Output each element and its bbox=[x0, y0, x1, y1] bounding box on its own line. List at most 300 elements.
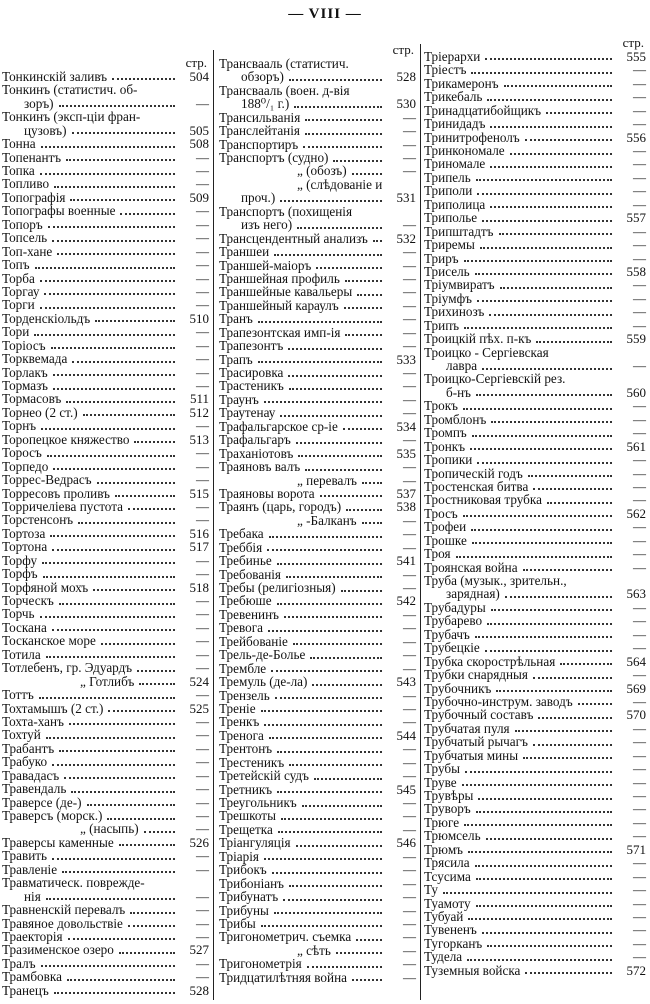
index-entry bbox=[219, 581, 416, 594]
index-entry bbox=[2, 540, 209, 553]
dot-leader bbox=[475, 636, 612, 638]
dot-leader bbox=[289, 79, 382, 81]
page-number: — bbox=[403, 338, 416, 354]
index-entry-line bbox=[219, 689, 416, 702]
dot-leader bbox=[39, 697, 175, 699]
index-entry-line bbox=[424, 332, 646, 345]
dot-leader bbox=[277, 751, 382, 753]
index-entry bbox=[424, 950, 646, 963]
index-entry-line bbox=[2, 769, 209, 782]
entry-title: Трубчатый рычагъ bbox=[424, 734, 528, 750]
entry-title: Тотлебенъ, гр. Эдуардъ bbox=[2, 660, 133, 676]
index-entry bbox=[219, 245, 416, 258]
index-entry-line bbox=[424, 547, 646, 560]
entry-title: Топливо bbox=[2, 176, 50, 192]
dot-leader bbox=[93, 589, 175, 591]
dot-leader bbox=[272, 872, 382, 874]
index-entry bbox=[219, 474, 416, 487]
index-entry bbox=[424, 601, 646, 614]
dot-leader bbox=[346, 509, 382, 511]
entry-title: Трасировка bbox=[219, 365, 284, 381]
dot-leader bbox=[305, 469, 382, 471]
page-number: — bbox=[633, 868, 646, 884]
index-entry bbox=[219, 111, 416, 124]
page-number: 544 bbox=[396, 727, 416, 743]
dot-leader bbox=[533, 677, 612, 679]
entry-title: Треббія bbox=[219, 539, 263, 555]
index-entry-line bbox=[2, 728, 209, 741]
index-entry bbox=[424, 923, 646, 936]
column-divider bbox=[213, 50, 214, 1000]
dot-leader bbox=[269, 737, 382, 739]
dot-leader bbox=[476, 878, 612, 880]
dot-leader bbox=[50, 535, 175, 537]
entry-title: Торнъ bbox=[2, 418, 37, 434]
index-entry bbox=[219, 487, 416, 500]
page-number: — bbox=[403, 862, 416, 878]
entry-title: Тортона bbox=[2, 539, 48, 555]
entry-title: Тріумфъ bbox=[424, 290, 472, 306]
index-entry-line bbox=[219, 151, 416, 164]
page-number: — bbox=[403, 244, 416, 260]
index-entry-line bbox=[2, 285, 209, 298]
index-entry bbox=[2, 231, 209, 244]
index-entry-line bbox=[2, 903, 209, 916]
dot-leader bbox=[35, 267, 175, 269]
page-number: 538 bbox=[396, 499, 416, 515]
dot-leader bbox=[40, 307, 175, 309]
entry-title: 188⁰/₁ г.) bbox=[241, 96, 290, 112]
index-entry-line bbox=[219, 742, 416, 755]
index-entry bbox=[2, 769, 209, 782]
index-entry-line bbox=[424, 749, 646, 762]
index-entry bbox=[219, 810, 416, 823]
index-entry-line bbox=[2, 298, 209, 311]
index-entry bbox=[219, 568, 416, 581]
page-number: — bbox=[633, 599, 646, 615]
index-entry-line bbox=[424, 399, 646, 412]
index-entry-line bbox=[2, 984, 209, 997]
index-entry bbox=[2, 298, 209, 311]
entry-title: Траутенау bbox=[219, 405, 276, 421]
index-entry-line bbox=[424, 856, 646, 869]
entry-title: Троицко-Сергіевскій рез. bbox=[424, 371, 566, 387]
dot-leader bbox=[277, 791, 382, 793]
page-number: — bbox=[403, 512, 416, 528]
entry-title: Трастеникъ bbox=[219, 378, 284, 394]
index-entry bbox=[219, 259, 416, 272]
index-entry bbox=[424, 426, 646, 439]
index-entry bbox=[219, 380, 416, 393]
dot-leader bbox=[40, 173, 175, 175]
entry-title: Тринитрофенолъ bbox=[424, 129, 520, 145]
page-number: — bbox=[633, 855, 646, 871]
dot-leader bbox=[525, 139, 612, 141]
dot-leader bbox=[499, 233, 613, 235]
dot-leader bbox=[472, 435, 612, 437]
entry-title: Трубецкіе bbox=[424, 640, 480, 656]
entry-title: Трибуны bbox=[219, 902, 269, 918]
entry-title: Трафальгаръ bbox=[219, 432, 291, 448]
index-entry-line bbox=[424, 346, 646, 359]
dot-leader bbox=[52, 629, 175, 631]
entry-title: Троянская война bbox=[424, 559, 518, 575]
dot-leader bbox=[41, 146, 175, 148]
entry-title: Топенантъ bbox=[2, 149, 62, 165]
index-entry-line bbox=[2, 688, 209, 701]
index-entry-line bbox=[424, 964, 646, 977]
index-entry bbox=[2, 608, 209, 621]
page-number: 534 bbox=[396, 418, 416, 434]
dot-leader bbox=[258, 361, 382, 363]
index-entry bbox=[219, 662, 416, 675]
entry-title: Тревога bbox=[219, 620, 263, 636]
index-entry-line bbox=[2, 554, 209, 567]
entry-title: Тохтуй bbox=[2, 727, 41, 743]
index-entry-line bbox=[424, 722, 646, 735]
index-entry bbox=[424, 762, 646, 775]
page-number: 541 bbox=[396, 553, 416, 569]
entry-title: Трибы bbox=[219, 915, 256, 931]
entry-title: Трубчатыя мины bbox=[424, 747, 519, 763]
entry-title: Труве bbox=[424, 774, 457, 790]
page-number: 533 bbox=[396, 351, 416, 367]
entry-title: Трубочный составъ bbox=[424, 707, 534, 723]
dot-leader bbox=[264, 858, 382, 860]
dot-leader bbox=[343, 428, 382, 430]
dot-leader bbox=[57, 253, 175, 255]
entry-title: зарядная) bbox=[446, 586, 500, 602]
index-entry bbox=[219, 863, 416, 876]
index-entry-line bbox=[424, 359, 646, 372]
index-entry bbox=[424, 789, 646, 802]
entry-title: Топ-хане bbox=[2, 243, 53, 259]
page-number: — bbox=[633, 89, 646, 105]
entry-title: лавра bbox=[446, 358, 478, 374]
index-entry bbox=[2, 742, 209, 755]
index-entry-line bbox=[424, 252, 646, 265]
page-number: — bbox=[403, 620, 416, 636]
index-entry-line bbox=[2, 339, 209, 352]
index-entry-line bbox=[424, 467, 646, 480]
index-entry bbox=[424, 90, 646, 103]
page-number: — bbox=[403, 687, 416, 703]
index-entry-line bbox=[424, 614, 646, 627]
dot-leader bbox=[66, 401, 175, 403]
index-entry bbox=[424, 561, 646, 574]
index-entry bbox=[219, 514, 416, 527]
dot-leader bbox=[137, 670, 175, 672]
page-number: — bbox=[196, 95, 209, 111]
page-number: — bbox=[633, 465, 646, 481]
index-entry bbox=[219, 621, 416, 634]
page-number: 545 bbox=[396, 781, 416, 797]
index-entry-line bbox=[424, 104, 646, 117]
index-entry-line bbox=[424, 278, 646, 291]
index-entry-line bbox=[424, 628, 646, 641]
index-entry bbox=[424, 897, 646, 910]
entry-title: нія bbox=[24, 888, 41, 904]
index-entry bbox=[2, 621, 209, 634]
index-entry-line bbox=[424, 117, 646, 130]
dot-leader bbox=[101, 643, 175, 645]
index-entry-line bbox=[219, 420, 416, 433]
page-number: — bbox=[196, 445, 209, 461]
index-entry-line bbox=[219, 810, 416, 823]
page-number: — bbox=[633, 895, 646, 911]
index-entry bbox=[219, 877, 416, 890]
index-entry bbox=[424, 238, 646, 251]
page-number: — bbox=[633, 277, 646, 293]
dot-leader bbox=[286, 576, 382, 578]
entry-title: Тростниковая трубка bbox=[424, 492, 542, 508]
page-number: — bbox=[403, 795, 416, 811]
entry-title: Трафальгарское ср-іе bbox=[219, 418, 338, 434]
page-number: 530 bbox=[396, 96, 416, 112]
index-entry bbox=[2, 567, 209, 580]
index-entry bbox=[219, 890, 416, 903]
page-column-label: стр. bbox=[622, 35, 644, 50]
entry-title: Трещетка bbox=[219, 821, 273, 837]
index-entry bbox=[2, 957, 209, 970]
dot-leader bbox=[305, 133, 382, 135]
entry-title: „ сѣть bbox=[297, 942, 331, 958]
page-column-label: стр. bbox=[185, 55, 207, 70]
index-entry-line bbox=[2, 325, 209, 338]
dot-leader bbox=[528, 475, 612, 477]
page-number: 571 bbox=[626, 841, 646, 857]
page-number: 528 bbox=[189, 982, 209, 998]
dot-leader bbox=[482, 932, 612, 934]
index-entry-line bbox=[2, 957, 209, 970]
entry-title: „ -Балканъ bbox=[297, 512, 357, 528]
dot-leader bbox=[271, 670, 382, 672]
index-entry-line bbox=[424, 803, 646, 816]
entry-title: Трибокъ bbox=[219, 862, 267, 878]
entry-title: Тосканское море bbox=[2, 633, 96, 649]
index-entry-line bbox=[219, 380, 416, 393]
dot-leader bbox=[373, 240, 382, 242]
page-number: — bbox=[633, 640, 646, 656]
entry-title: Требованія bbox=[219, 566, 281, 582]
entry-title: Тринкономале bbox=[424, 143, 505, 159]
dot-leader bbox=[305, 119, 382, 121]
index-entry bbox=[424, 278, 646, 291]
page-number: — bbox=[403, 311, 416, 327]
page-number: — bbox=[196, 606, 209, 622]
entry-title: Транспортъ (похищенія bbox=[219, 203, 353, 219]
entry-title: Трубочно-инструм. заводъ bbox=[424, 693, 573, 709]
index-entry-line bbox=[424, 292, 646, 305]
page-number: — bbox=[633, 143, 646, 159]
entry-title: Трокъ bbox=[424, 398, 458, 414]
index-entry-line bbox=[424, 950, 646, 963]
entry-title: Торгау bbox=[2, 283, 40, 299]
index-entry-line bbox=[424, 641, 646, 654]
dot-leader bbox=[560, 663, 612, 665]
page-number: — bbox=[403, 700, 416, 716]
index-entry bbox=[2, 178, 209, 191]
index-entry-line bbox=[219, 111, 416, 124]
entry-title: Тригонометрич. съемка bbox=[219, 929, 352, 945]
dot-leader bbox=[294, 106, 382, 108]
index-entry bbox=[424, 211, 646, 224]
dot-leader bbox=[269, 536, 382, 538]
index-entry-line bbox=[2, 218, 209, 231]
index-entry bbox=[424, 305, 646, 318]
index-entry bbox=[219, 769, 416, 782]
entry-title: зоръ) bbox=[24, 95, 54, 111]
index-entry-line bbox=[219, 541, 416, 554]
dot-leader bbox=[261, 710, 382, 712]
index-entry-line bbox=[219, 648, 416, 661]
page-number: — bbox=[633, 559, 646, 575]
page-number: — bbox=[196, 633, 209, 649]
entry-title: Триполица bbox=[424, 196, 486, 212]
page-number: — bbox=[633, 801, 646, 817]
index-entry-line bbox=[219, 138, 416, 151]
index-entry bbox=[2, 715, 209, 728]
entry-title: цузовъ) bbox=[24, 122, 67, 138]
dot-leader bbox=[72, 361, 175, 363]
page-number: — bbox=[196, 848, 209, 864]
index-entry bbox=[424, 628, 646, 641]
index-entry bbox=[424, 440, 646, 453]
entry-title: Трейбованіе bbox=[219, 633, 288, 649]
index-entry bbox=[2, 796, 209, 809]
index-entry bbox=[424, 467, 646, 480]
page-number: 535 bbox=[396, 445, 416, 461]
page-number: — bbox=[403, 848, 416, 864]
page-number: — bbox=[633, 882, 646, 898]
index-entry-line bbox=[2, 527, 209, 540]
index-entry bbox=[424, 708, 646, 721]
index-entry-line bbox=[424, 883, 646, 896]
dot-leader bbox=[280, 415, 382, 417]
index-entry bbox=[2, 702, 209, 715]
index-entry-line bbox=[2, 782, 209, 795]
entry-title: Трестеникъ bbox=[219, 754, 285, 770]
index-entry bbox=[219, 796, 416, 809]
entry-title: Требака bbox=[219, 526, 264, 542]
dot-leader bbox=[46, 737, 175, 739]
page-number: — bbox=[633, 290, 646, 306]
index-entry bbox=[424, 413, 646, 426]
entry-title: Трикамеронъ bbox=[424, 75, 499, 91]
index-entry bbox=[2, 513, 209, 526]
index-entry bbox=[219, 57, 416, 84]
index-entry-line bbox=[2, 634, 209, 647]
page-number: — bbox=[403, 741, 416, 757]
index-entry-line bbox=[219, 447, 416, 460]
index-entry bbox=[219, 433, 416, 446]
index-entry-line bbox=[424, 63, 646, 76]
index-entry bbox=[219, 608, 416, 621]
entry-title: Третейскій судъ bbox=[219, 768, 309, 784]
index-entry bbox=[424, 252, 646, 265]
index-entry-line bbox=[2, 137, 209, 150]
index-entry-line bbox=[219, 783, 416, 796]
page-number: — bbox=[403, 768, 416, 784]
page-number: — bbox=[403, 217, 416, 233]
index-entry-line bbox=[219, 339, 416, 352]
entry-title: Трешкоты bbox=[219, 808, 276, 824]
dot-leader bbox=[320, 495, 382, 497]
index-entry-line bbox=[2, 151, 209, 164]
entry-title: Троицко - Сергіевская bbox=[424, 344, 549, 360]
dot-leader bbox=[297, 227, 382, 229]
entry-title: Торнео (2 ст.) bbox=[2, 404, 78, 420]
entry-title: Траверсе (де-) bbox=[2, 794, 82, 810]
index-entry-line bbox=[424, 843, 646, 856]
page-number: — bbox=[196, 660, 209, 676]
dot-leader bbox=[274, 254, 382, 256]
index-entry bbox=[424, 856, 646, 869]
page-number: — bbox=[403, 459, 416, 475]
dot-leader bbox=[533, 744, 612, 746]
page-number: — bbox=[196, 418, 209, 434]
dot-leader bbox=[464, 327, 612, 329]
index-entry-line bbox=[2, 796, 209, 809]
page-number: — bbox=[196, 176, 209, 192]
entry-title: Трисель bbox=[424, 263, 470, 279]
entry-title: Траншейная профиль bbox=[219, 270, 340, 286]
dot-leader bbox=[525, 972, 612, 974]
index-entry bbox=[2, 151, 209, 164]
dot-leader bbox=[70, 199, 175, 201]
page-number: — bbox=[633, 452, 646, 468]
dot-leader bbox=[128, 508, 175, 510]
page-number-header: — VIII — bbox=[288, 6, 362, 22]
page-number: — bbox=[633, 720, 646, 736]
page-number: — bbox=[196, 740, 209, 756]
index-entry-line bbox=[424, 897, 646, 910]
page-number: — bbox=[196, 687, 209, 703]
dot-leader bbox=[476, 179, 612, 181]
entry-title: Трубарево bbox=[424, 613, 483, 629]
dot-leader bbox=[43, 576, 175, 578]
index-entry-line bbox=[2, 379, 209, 392]
index-entry-line bbox=[2, 124, 209, 137]
entry-title: Топоръ bbox=[2, 216, 43, 232]
index-entry-line bbox=[2, 943, 209, 956]
index-entry-line bbox=[424, 131, 646, 144]
page-number: — bbox=[196, 472, 209, 488]
page-number: — bbox=[633, 116, 646, 132]
index-entry bbox=[219, 527, 416, 540]
dot-leader bbox=[78, 522, 175, 524]
index-entry-line bbox=[219, 84, 416, 97]
index-entry bbox=[219, 702, 416, 715]
dot-leader bbox=[538, 717, 612, 719]
index-entry bbox=[219, 339, 416, 352]
index-entry-line bbox=[219, 729, 416, 742]
dot-leader bbox=[119, 844, 175, 846]
entry-title: Траяновъ валъ bbox=[219, 459, 301, 475]
entry-title: Тріангуляція bbox=[219, 835, 291, 851]
entry-title: изъ него) bbox=[241, 217, 293, 233]
entry-title: Тріерархи bbox=[424, 48, 481, 64]
entry-title: Тралъ bbox=[2, 955, 36, 971]
entry-title: Транспортиръ bbox=[219, 136, 299, 152]
page-number: — bbox=[633, 411, 646, 427]
index-entry-line bbox=[424, 158, 646, 171]
page-number: 524 bbox=[189, 673, 209, 689]
index-entry-line bbox=[219, 165, 416, 178]
index-entry bbox=[2, 688, 209, 701]
index-entry bbox=[424, 399, 646, 412]
index-entry-line bbox=[424, 238, 646, 251]
